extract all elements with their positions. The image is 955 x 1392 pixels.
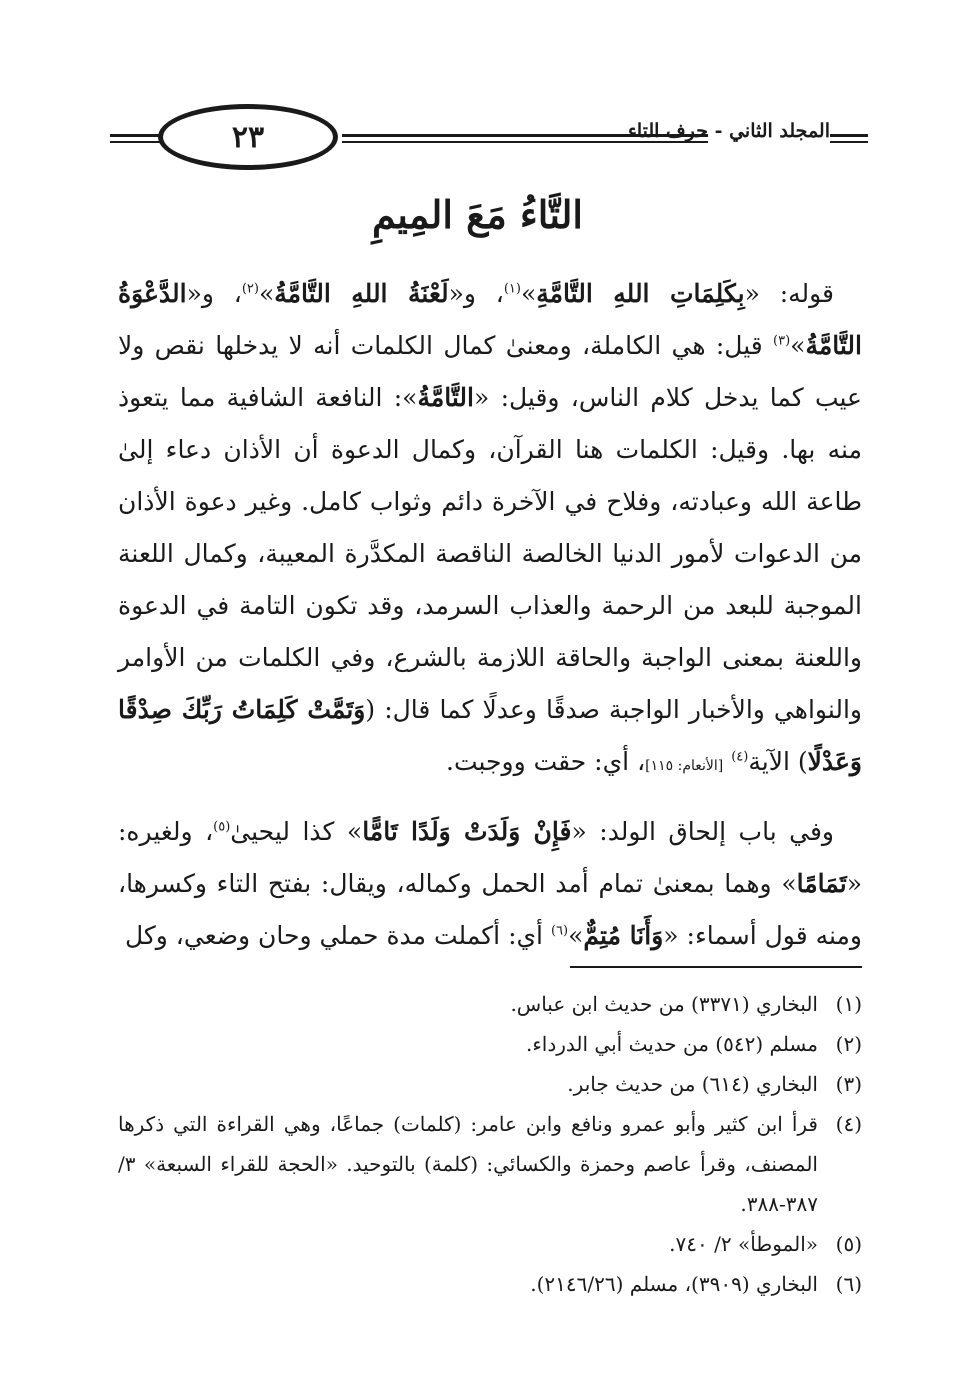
text-run: ، و« — [448, 279, 504, 308]
text-run: » — [258, 279, 275, 308]
quoted-phrase: فَإِنْ وَلَدَتْ وَلَدًا تَامًّا — [362, 817, 572, 846]
page-header — [110, 100, 870, 178]
quoted-phrase: لَعْنَةُ اللهِ التَّامَّةُ — [274, 279, 449, 308]
text-run: وفي باب إلحاق الولد: « — [571, 817, 835, 846]
footnote-number: (٥) — [835, 1232, 862, 1256]
quoted-phrase: تَمَامًا — [796, 869, 847, 898]
footnote-ref: (٦) — [550, 923, 569, 939]
footnote-item — [118, 984, 862, 1024]
footnote-text: «الموطأ» ٢/ ٧٤٠. — [669, 1232, 818, 1256]
text-run: أي: أكملت مدة حملي وحان وضعي، وكل — [124, 921, 551, 950]
text-run: قوله: « — [744, 279, 834, 308]
paragraph-1 — [118, 268, 862, 792]
text-run: قيل: هي الكاملة، ومعنىٰ كمال الكلمات أنه لا يدخلها نقص ولا عيب كما يدخل كلام الناس، وقيل: « — [118, 331, 862, 412]
quran-verse: وَتَمَّتْ كَلِمَاتُ رَبِّكَ صِدْقًا وَعَدْلًا — [118, 695, 862, 776]
text-run: »: النافعة الشافية مما يتعوذ منه بها. وقيل: الكلمات هنا القرآن، وكمال الدعوة أن الأذان دعاء إلىٰ طاعة الله وعبادته، وفلاح في الآخرة دائم وثواب كامل. وغير دعوة الأذان من الدعوات لأمور الدنيا الخالصة الناقصة المكدَّرة المعيبة، وكمال اللعنة الموجبة للبعد من الرحمة والعذاب السرمد، وقد تكون التامة في الدعوة واللعنة بمعنى الواجبة والحاقة اللازمة بالشرع، وفي الكلمات من الأوامر والنواهي والأخبار الواجبة صدقًا وعدلًا كما قال: ( — [118, 383, 862, 724]
footnote-number: (٦) — [835, 1272, 862, 1296]
text-run: » — [520, 279, 537, 308]
text-run: » كذا ليحيىٰ — [230, 817, 363, 846]
text-run: ، ولغيره: « — [118, 817, 862, 898]
footnote-item — [118, 1104, 862, 1224]
footnote-ref: (٢) — [241, 281, 259, 297]
footnote-ref: (٤) — [731, 749, 749, 765]
verse-reference: [الأنعام: ١١٥] — [645, 758, 724, 774]
running-head: المجلد الثاني - حرف التاء — [627, 120, 830, 142]
quoted-phrase: وَأَنَا مُتِمٌّ — [583, 921, 664, 950]
quoted-phrase: التَّامَّةُ — [417, 383, 474, 412]
paragraph-2 — [118, 806, 862, 962]
text-run: ، و« — [186, 279, 242, 308]
header-rule-left — [110, 134, 160, 143]
text-run: » — [568, 921, 584, 950]
quoted-phrase: بِكَلِمَاتِ اللهِ التَّامَّةِ — [536, 279, 745, 308]
text-run: ) الآية — [748, 747, 808, 776]
footnote-number: (١) — [835, 992, 862, 1016]
page-number: ٢٣ — [158, 104, 338, 170]
text-run: ، أي: حقت ووجبت. — [446, 747, 646, 776]
footnote-ref: (٥) — [213, 819, 231, 835]
footnote-item — [118, 1224, 862, 1264]
footnote-text: البخاري (٦١٤) من حديث جابر. — [567, 1072, 818, 1096]
text-run: » — [790, 331, 806, 360]
footnote-ref: (٣) — [773, 333, 791, 349]
chapter-title: التَّاءُ مَعَ المِيمِ — [372, 192, 583, 237]
text-run: » وهما بمعنىٰ تمام أمد الحمل وكماله، ويقال: بفتح التاء وكسرها، ومنه قول أسماء: « — [118, 869, 862, 950]
body-text — [118, 268, 862, 962]
footnote-item — [118, 1264, 862, 1304]
footnote-text: قرأ ابن كثير وأبو عمرو ونافع وابن عامر: (كلمات) جماعًا، وهي القراءة التي ذكرها المصنف، وقرأ عاصم وحمزة والكسائي: (كلمة) بالتوحيد. «الحجة للقراء السبعة» ٣/ ٣٨٧-٣٨٨. — [118, 1112, 818, 1216]
footnote-number: (٢) — [835, 1032, 862, 1056]
footnote-ref: (١) — [503, 281, 521, 297]
footnote-number: (٤) — [835, 1112, 862, 1136]
footnote-item — [118, 1024, 862, 1064]
footnote-item — [118, 1064, 862, 1104]
header-rule-tail — [830, 134, 868, 143]
quoted-phrase: الدَّعْوَةُ التَّامَّةُ — [118, 279, 862, 360]
footnote-text: مسلم (٥٤٢) من حديث أبي الدرداء. — [526, 1032, 818, 1056]
footnote-text: البخاري (٣٣٧١) من حديث ابن عباس. — [510, 992, 818, 1016]
footnotes — [118, 984, 862, 1304]
footnote-text: البخاري (٣٩٠٩)، مسلم (٢١٤٦/٢٦). — [530, 1272, 818, 1296]
footnote-separator — [570, 966, 862, 968]
footnote-number: (٣) — [835, 1072, 862, 1096]
